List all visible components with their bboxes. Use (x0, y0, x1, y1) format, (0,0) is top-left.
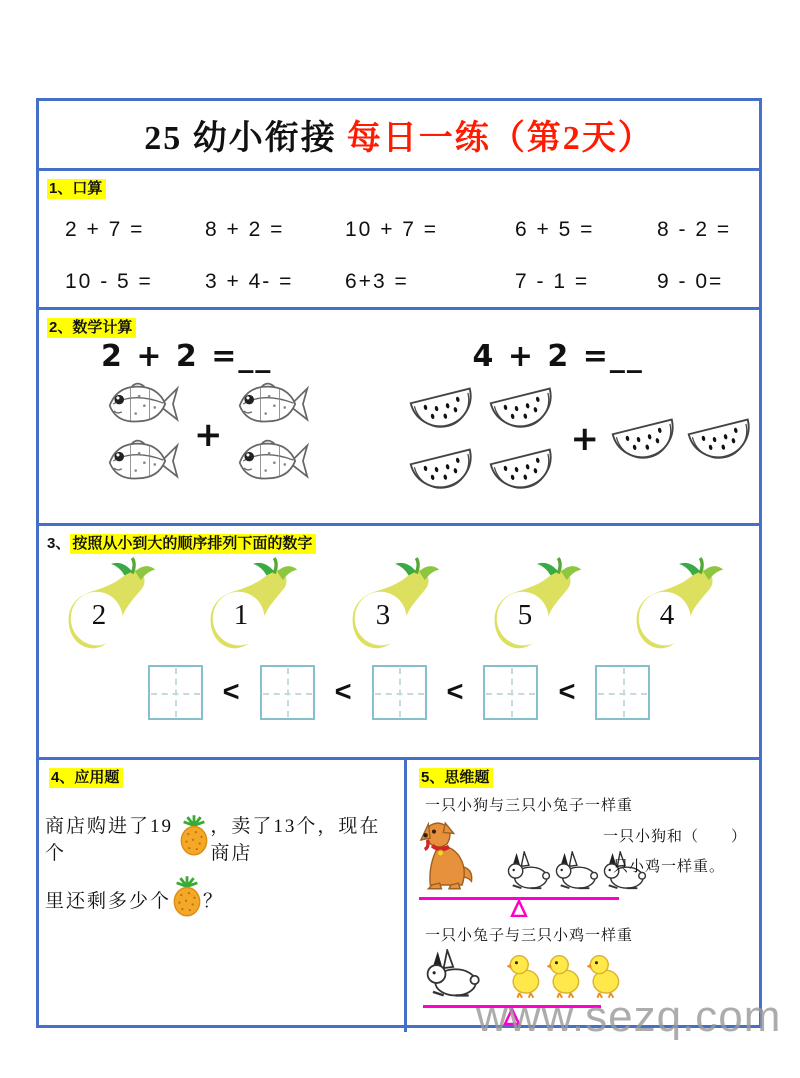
arithmetic-row-2 (39, 270, 759, 294)
word-problem-line2 (41, 875, 400, 923)
plus-sign: + (570, 419, 599, 459)
problem: 8 - 2 = (657, 218, 732, 241)
less-than-sign: < (446, 676, 464, 708)
watermelon-pair (607, 409, 759, 470)
section4-header (49, 766, 400, 787)
writing-box (595, 665, 650, 720)
rabbit-icon (505, 851, 551, 891)
pear-number: 5 (517, 599, 533, 631)
watermelon-icon (485, 378, 561, 434)
watermelon-icon (607, 409, 683, 465)
problem: 3 + 4- = (205, 270, 294, 293)
writing-box (260, 665, 315, 720)
numbered-pear (491, 557, 587, 659)
numbered-pear (633, 557, 729, 659)
title-black: 25 幼小衔接 (144, 120, 337, 157)
section-word-problem (39, 760, 407, 1032)
problem: 6 + 5 = (515, 218, 595, 241)
problem-text: ？ (203, 890, 225, 912)
section-oral-arithmetic (39, 177, 759, 310)
section3-header-label: 按照从小到大的顺序排列下面的数字 (70, 534, 316, 554)
word-problem-text (41, 811, 400, 923)
problem-text: 里还剩多少个 (45, 890, 172, 912)
pineapple-icon (178, 814, 210, 856)
watermark: www.sezq.com (476, 992, 782, 1041)
problem: 8 + 2 = (205, 218, 285, 241)
word-problem-line1 (41, 811, 400, 865)
watermelon-picture-group (405, 378, 760, 500)
pear-row (39, 553, 759, 659)
rabbit-icon (553, 851, 599, 891)
arithmetic-row-1 (39, 218, 759, 242)
writing-box (372, 665, 427, 720)
answer-line-2: 只小鸡一样重。 (613, 858, 726, 875)
fish-equation: 2 + 2 =__ (101, 339, 273, 374)
section1-header-label: 1、口算 (47, 179, 106, 199)
section3-header (47, 532, 759, 553)
watermelon-icon (485, 439, 561, 495)
watermelon-equation: 4 + 2 =__ (472, 339, 644, 374)
pear-number: 3 (375, 599, 391, 631)
fulcrum-icon (509, 900, 529, 917)
problem-text: ，卖了13个，现在商店 (210, 816, 381, 864)
balance1-animals (419, 819, 619, 896)
fish-pair-right (231, 378, 316, 492)
plus-sign: + (194, 415, 223, 455)
pear-number: 2 (91, 599, 107, 631)
watermelon-icon (405, 439, 481, 495)
writing-box (148, 665, 203, 720)
logic-answer-text (603, 822, 755, 882)
page-title (39, 101, 759, 171)
answer-line-1: 一只小狗和（ ） (603, 828, 748, 845)
section-number-ordering (39, 532, 759, 760)
writing-box (483, 665, 538, 720)
less-than-sign: < (558, 676, 576, 708)
fish-icon (231, 378, 316, 430)
problem: 6+3 = (345, 270, 409, 293)
section5-header (419, 766, 759, 787)
pear-number: 1 (233, 599, 249, 631)
section-picture-math (39, 316, 759, 526)
watermelon-problem (377, 339, 760, 500)
section1-header (47, 177, 759, 198)
section4-header-label: 4、应用题 (49, 768, 123, 788)
problem: 7 - 1 = (515, 270, 590, 293)
fish-pair-left (101, 378, 186, 492)
fish-picture-group (101, 378, 377, 492)
watermelon-icon (683, 409, 759, 465)
section2-header (47, 316, 759, 337)
problem: 10 + 7 = (345, 218, 439, 241)
numbered-pear (207, 557, 303, 659)
fish-icon (101, 378, 186, 430)
problem: 2 + 7 = (65, 218, 145, 241)
watermelon-quad (405, 378, 563, 500)
answer-box-row (39, 665, 759, 720)
fish-icon (101, 435, 186, 487)
worksheet-frame (36, 98, 762, 1028)
problem: 10 - 5 = (65, 270, 153, 293)
problem-text: 商店购进了19个 (45, 816, 174, 864)
section3-header-number: 3、 (47, 535, 71, 552)
numbered-pear (65, 557, 161, 659)
section2-header-label: 2、数学计算 (47, 318, 136, 338)
rabbit-icon (423, 949, 481, 999)
pear-number: 4 (659, 599, 675, 631)
dog-icon (419, 819, 479, 891)
problem: 9 - 0= (657, 270, 724, 293)
pineapple-icon (171, 875, 203, 917)
section5-header-label: 5、思维题 (419, 768, 493, 788)
less-than-sign: < (222, 676, 240, 708)
fish-problem (39, 339, 377, 500)
title-red: 每日一练（第2天） (346, 120, 654, 157)
logic-statement-2: 一只小兔子与三只小鸡一样重 (425, 927, 634, 944)
watermelon-icon (405, 378, 481, 434)
fish-icon (231, 435, 316, 487)
numbered-pear (349, 557, 445, 659)
less-than-sign: < (334, 676, 352, 708)
balance-dog-rabbits (419, 819, 619, 917)
logic-statement-1: 一只小狗与三只小兔子一样重 (425, 797, 634, 814)
